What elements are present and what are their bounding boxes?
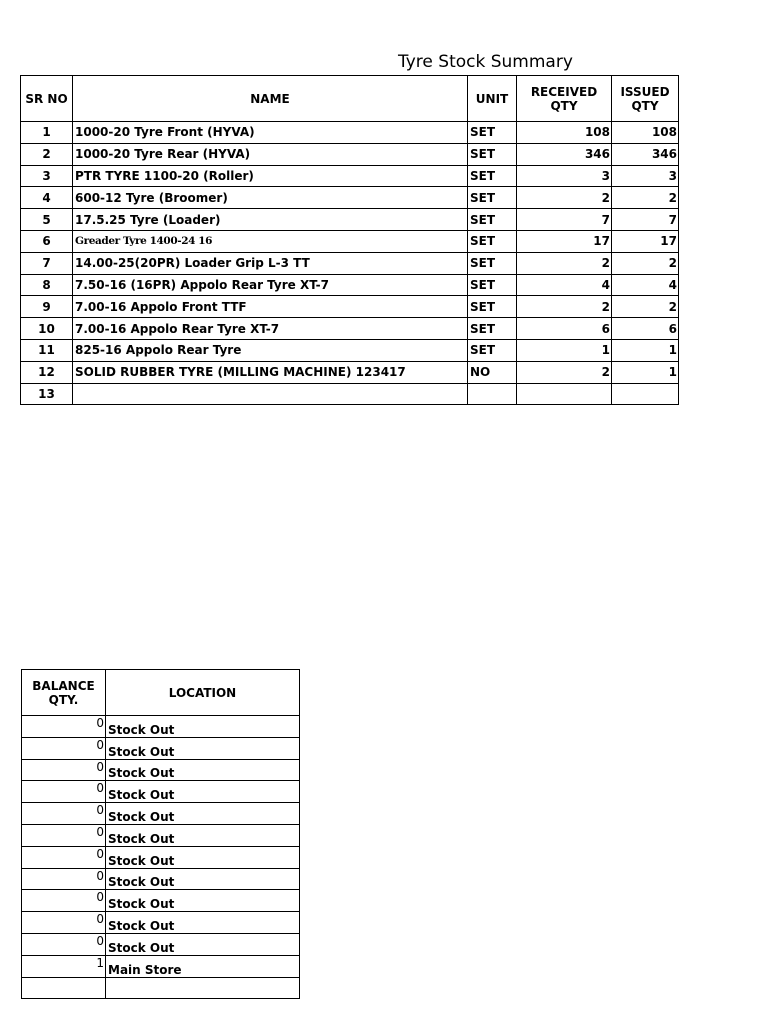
cell-balance-qty: 0 — [22, 803, 106, 825]
cell-name: 7.50-16 (16PR) Appolo Rear Tyre XT-7 — [73, 274, 468, 296]
table-row — [22, 977, 300, 999]
header-received-qty: RECEIVED QTY — [517, 76, 612, 122]
cell-unit: SET — [468, 143, 517, 165]
cell-unit: SET — [468, 209, 517, 231]
cell-issued-qty: 2 — [612, 252, 679, 274]
header-location: LOCATION — [106, 670, 300, 716]
cell-balance-qty: 0 — [22, 824, 106, 846]
cell-received-qty: 1 — [517, 339, 612, 361]
cell-balance-qty: 0 — [22, 912, 106, 934]
cell-balance-qty: 0 — [22, 868, 106, 890]
cell-received-qty: 6 — [517, 318, 612, 340]
cell-received-qty: 2 — [517, 296, 612, 318]
table-row — [22, 912, 300, 934]
cell-name: SOLID RUBBER TYRE (MILLING MACHINE) 123417 — [73, 361, 468, 383]
header-sr-no: SR NO — [21, 76, 73, 122]
cell-balance-qty: 0 — [22, 890, 106, 912]
cell-location: Stock Out — [106, 759, 300, 781]
table-row — [21, 230, 679, 252]
cell-unit — [468, 383, 517, 405]
table-row — [22, 716, 300, 738]
table-row — [22, 824, 300, 846]
cell-issued-qty: 3 — [612, 165, 679, 187]
cell-name: 1000-20 Tyre Front (HYVA) — [73, 122, 468, 144]
table-row — [21, 383, 679, 405]
cell-balance-qty: 0 — [22, 781, 106, 803]
cell-issued-qty: 1 — [612, 361, 679, 383]
cell-unit: SET — [468, 339, 517, 361]
cell-sr-no: 2 — [21, 143, 73, 165]
cell-name: 1000-20 Tyre Rear (HYVA) — [73, 143, 468, 165]
cell-received-qty: 346 — [517, 143, 612, 165]
table-row — [22, 868, 300, 890]
cell-sr-no: 13 — [21, 383, 73, 405]
cell-unit: SET — [468, 318, 517, 340]
cell-unit: SET — [468, 165, 517, 187]
cell-sr-no: 4 — [21, 187, 73, 209]
table-row — [22, 737, 300, 759]
cell-location: Stock Out — [106, 737, 300, 759]
cell-issued-qty: 108 — [612, 122, 679, 144]
cell-sr-no: 11 — [21, 339, 73, 361]
cell-received-qty: 2 — [517, 187, 612, 209]
table-row — [21, 274, 679, 296]
cell-name: PTR TYRE 1100-20 (Roller) — [73, 165, 468, 187]
cell-received-qty: 2 — [517, 361, 612, 383]
cell-location: Stock Out — [106, 824, 300, 846]
cell-name: 7.00-16 Appolo Front TTF — [73, 296, 468, 318]
table-row — [22, 890, 300, 912]
table-row — [21, 318, 679, 340]
table-row — [22, 803, 300, 825]
cell-received-qty — [517, 383, 612, 405]
table-row — [22, 933, 300, 955]
cell-issued-qty: 7 — [612, 209, 679, 231]
table-row — [21, 361, 679, 383]
cell-balance-qty: 0 — [22, 933, 106, 955]
table-row — [21, 339, 679, 361]
cell-sr-no: 8 — [21, 274, 73, 296]
cell-issued-qty: 346 — [612, 143, 679, 165]
cell-unit: SET — [468, 252, 517, 274]
cell-issued-qty: 1 — [612, 339, 679, 361]
cell-sr-no: 7 — [21, 252, 73, 274]
cell-balance-qty: 0 — [22, 846, 106, 868]
cell-received-qty: 4 — [517, 274, 612, 296]
cell-name — [73, 383, 468, 405]
cell-location: Stock Out — [106, 846, 300, 868]
cell-received-qty: 17 — [517, 230, 612, 252]
cell-unit: SET — [468, 230, 517, 252]
cell-balance-qty — [22, 977, 106, 999]
cell-name: 600-12 Tyre (Broomer) — [73, 187, 468, 209]
cell-unit: SET — [468, 187, 517, 209]
cell-issued-qty — [612, 383, 679, 405]
cell-sr-no: 10 — [21, 318, 73, 340]
cell-location: Stock Out — [106, 868, 300, 890]
cell-name: Greader Tyre 1400-24 16 — [73, 230, 468, 252]
cell-location: Stock Out — [106, 912, 300, 934]
cell-sr-no: 9 — [21, 296, 73, 318]
table-row — [22, 846, 300, 868]
cell-unit: SET — [468, 122, 517, 144]
cell-received-qty: 7 — [517, 209, 612, 231]
cell-issued-qty: 2 — [612, 296, 679, 318]
table-row — [21, 187, 679, 209]
cell-location: Stock Out — [106, 781, 300, 803]
table-row — [22, 955, 300, 977]
page-title: Tyre Stock Summary — [398, 52, 573, 72]
table-row — [21, 296, 679, 318]
cell-issued-qty: 2 — [612, 187, 679, 209]
cell-unit: SET — [468, 274, 517, 296]
table-row — [21, 122, 679, 144]
header-balance-qty: BALANCE QTY. — [22, 670, 106, 716]
stock-table — [20, 75, 679, 405]
cell-name: 825-16 Appolo Rear Tyre — [73, 339, 468, 361]
cell-balance-qty: 0 — [22, 716, 106, 738]
cell-sr-no: 3 — [21, 165, 73, 187]
cell-issued-qty: 17 — [612, 230, 679, 252]
cell-balance-qty: 0 — [22, 759, 106, 781]
header-name: NAME — [73, 76, 468, 122]
header-issued-qty: ISSUED QTY — [612, 76, 679, 122]
table-row — [21, 143, 679, 165]
cell-sr-no: 6 — [21, 230, 73, 252]
cell-location: Stock Out — [106, 933, 300, 955]
cell-sr-no: 5 — [21, 209, 73, 231]
cell-issued-qty: 4 — [612, 274, 679, 296]
cell-sr-no: 12 — [21, 361, 73, 383]
cell-sr-no: 1 — [21, 122, 73, 144]
cell-received-qty: 3 — [517, 165, 612, 187]
header-unit: UNIT — [468, 76, 517, 122]
cell-location: Stock Out — [106, 803, 300, 825]
cell-balance-qty: 1 — [22, 955, 106, 977]
balance-table-header-row — [22, 670, 300, 716]
cell-balance-qty: 0 — [22, 737, 106, 759]
cell-received-qty: 108 — [517, 122, 612, 144]
stock-table-header-row — [21, 76, 679, 122]
table-row — [21, 209, 679, 231]
cell-location: Main Store — [106, 955, 300, 977]
cell-issued-qty: 6 — [612, 318, 679, 340]
cell-location: Stock Out — [106, 716, 300, 738]
cell-name: 17.5.25 Tyre (Loader) — [73, 209, 468, 231]
cell-location — [106, 977, 300, 999]
table-row — [21, 252, 679, 274]
table-row — [22, 781, 300, 803]
cell-received-qty: 2 — [517, 252, 612, 274]
table-row — [22, 759, 300, 781]
cell-location: Stock Out — [106, 890, 300, 912]
cell-unit: NO — [468, 361, 517, 383]
table-row — [21, 165, 679, 187]
balance-table — [21, 669, 300, 999]
cell-name: 7.00-16 Appolo Rear Tyre XT-7 — [73, 318, 468, 340]
cell-unit: SET — [468, 296, 517, 318]
cell-name: 14.00-25(20PR) Loader Grip L-3 TT — [73, 252, 468, 274]
